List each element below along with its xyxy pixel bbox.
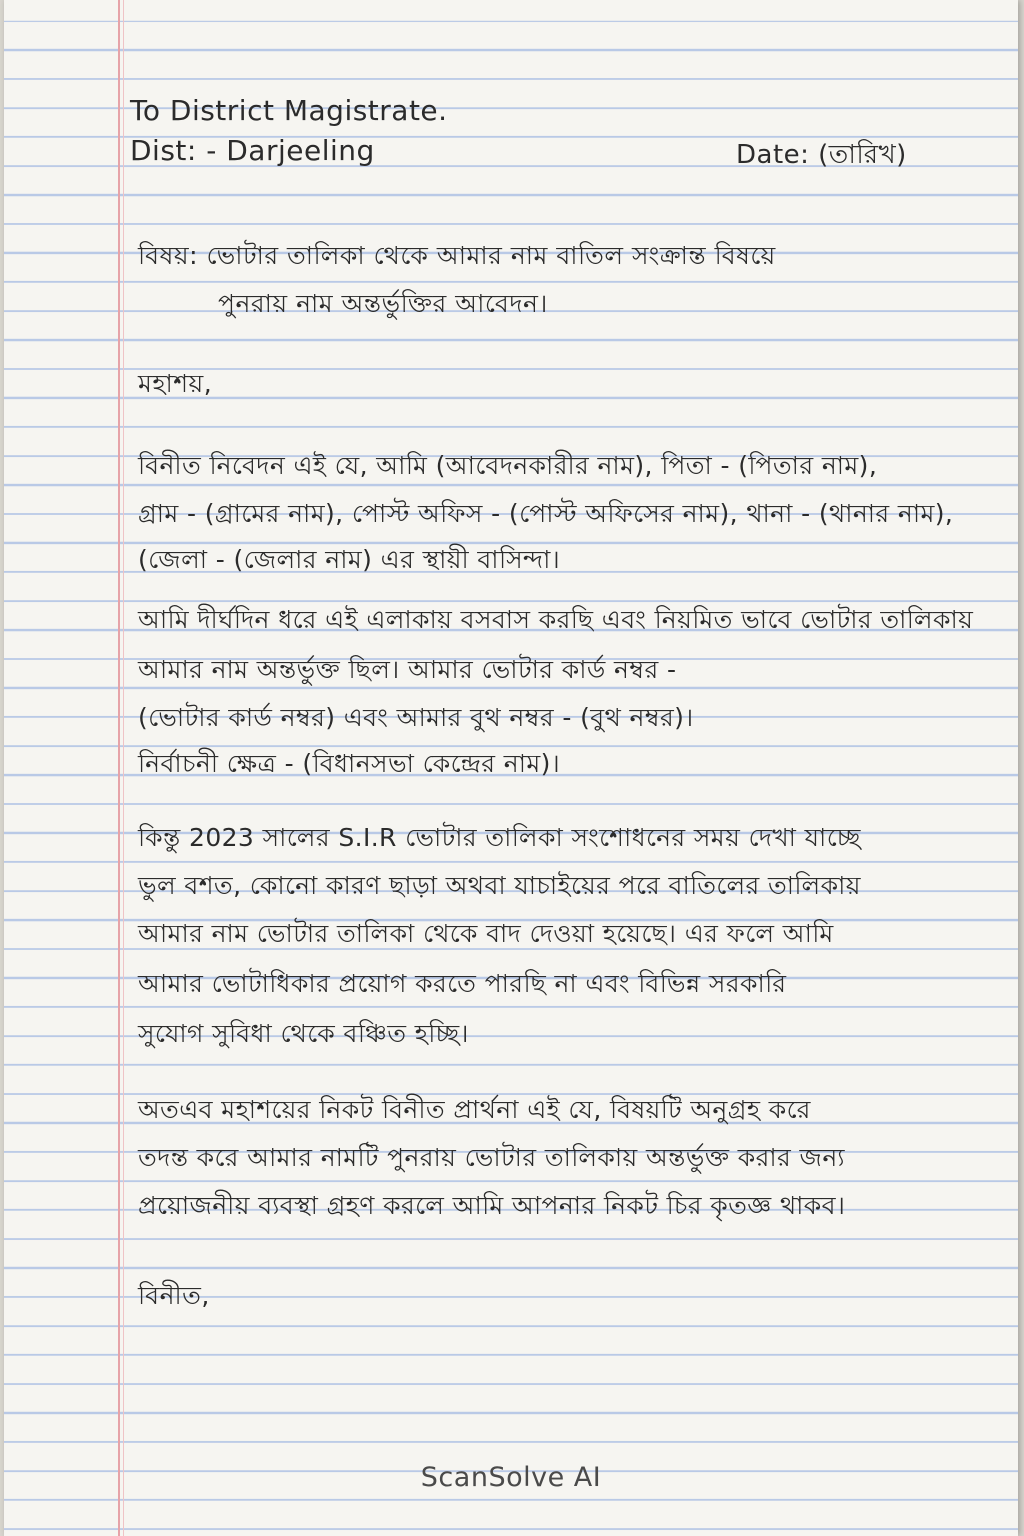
paragraph-line: বিনীত নিবেদন এই যে, আমি (আবেদনকারীর নাম), পিতা - (পিতার নাম),: [138, 451, 878, 480]
paragraph-line: প্রয়োজনীয় ব্যবস্থা গ্রহণ করলে আমি আপনার নিকট চির কৃতজ্ঞ থাকব।: [138, 1191, 846, 1220]
paragraph-line: সুযোগ সুবিধা থেকে বঞ্চিত হচ্ছি।: [138, 1019, 469, 1048]
paragraph-line: কিন্তু 2023 সালের S.I.R ভোটার তালিকা সংশোধনের সময় দেখা যাচ্ছে: [138, 823, 861, 852]
date-line: Date: (তারিখ): [736, 140, 907, 170]
salutation: মহাশয়,: [138, 369, 213, 398]
watermark-footer: ScanSolve AI: [420, 1462, 602, 1493]
paragraph-line: আমার ভোটাধিকার প্রয়োগ করতে পারছি না এবং বিভিন্ন সরকারি: [138, 969, 787, 998]
paragraph-line: গ্রাম - (গ্রামের নাম), পোস্ট অফিস - (পোস্ট অফিসের নাম), থানা - (থানার নাম),: [138, 499, 954, 528]
subject-line-2: পুনরায় নাম অন্তর্ভুক্তির আবেদন।: [218, 289, 548, 318]
margin-line: [118, 0, 120, 1536]
margin-line-secondary: [123, 0, 124, 1536]
paragraph-line: ভুল বশত, কোনো কারণ ছাড়া অথবা যাচাইয়ের পরে বাতিলের তালিকায়: [138, 871, 861, 900]
paragraph-line: আমার নাম অন্তর্ভুক্ত ছিল। আমার ভোটার কার্ড নম্বর -: [138, 655, 677, 684]
paragraph-line: (জেলা - (জেলার নাম) এর স্থায়ী বাসিন্দা।: [138, 545, 561, 574]
notebook-page: [4, 0, 1018, 1536]
district-line: Dist: - Darjeeling: [130, 134, 375, 167]
paragraph-line: তদন্ত করে আমার নামটি পুনরায় ভোটার তালিকায় অন্তর্ভুক্ত করার জন্য: [138, 1143, 845, 1172]
paragraph-line: নির্বাচনী ক্ষেত্র - (বিধানসভা কেন্দ্রের নাম)।: [138, 749, 561, 778]
paragraph-line: অতএব মহাশয়ের নিকট বিনীত প্রার্থনা এই যে, বিষয়টি অনুগ্রহ করে: [138, 1095, 811, 1124]
closing: বিনীত,: [138, 1281, 210, 1310]
paragraph-line: আমার নাম ভোটার তালিকা থেকে বাদ দেওয়া হয়েছে। এর ফলে আমি: [138, 919, 834, 948]
subject-line-1: বিষয়: ভোটার তালিকা থেকে আমার নাম বাতিল সংক্রান্ত বিষয়ে: [138, 241, 776, 270]
paragraph-line: (ভোটার কার্ড নম্বর) এবং আমার বুথ নম্বর - (বুথ নম্বর)।: [138, 703, 694, 732]
paragraph-line: আমি দীর্ঘদিন ধরে এই এলাকায় বসবাস করছি এবং নিয়মিত ভাবে ভোটার তালিকায়: [138, 605, 974, 634]
recipient-line: To District Magistrate.: [130, 94, 448, 127]
